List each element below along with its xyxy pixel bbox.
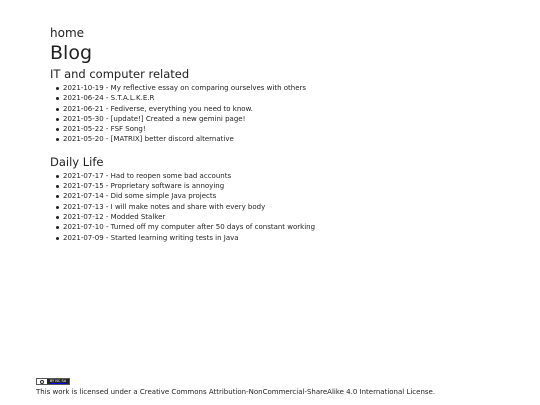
section-title-it: IT and computer related (50, 67, 190, 81)
list-item (56, 202, 510, 212)
section-title-daily-life: Daily Life (50, 154, 104, 169)
license-link[interactable]: Creative Commons Attribution-NonCommercial-ShareAlike 4.0 International License (139, 388, 433, 396)
bullet-icon (56, 138, 59, 141)
list-item (56, 233, 510, 243)
post-link[interactable]: 2021-07-14 - Did some simple Java projects (63, 192, 217, 201)
main-content (50, 26, 510, 243)
bullet-icon (56, 195, 59, 198)
list-item (56, 181, 510, 191)
post-list-daily-life (50, 171, 510, 243)
bullet-icon (56, 175, 59, 178)
list-item (56, 114, 510, 124)
bullet-icon (56, 206, 59, 209)
post-link[interactable]: 2021-06-24 - S.T.A.L.K.E.R (63, 94, 155, 103)
list-item (56, 171, 510, 181)
post-link[interactable]: 2021-05-22 - FSF Song! (63, 125, 146, 134)
cc-logo-icon (37, 379, 47, 384)
list-item (56, 104, 510, 114)
post-link[interactable]: 2021-07-12 - Modded Stalker (63, 212, 166, 221)
post-link[interactable]: 2021-05-30 - [update!] Created a new gemini page! (63, 114, 246, 123)
bullet-icon (56, 216, 59, 219)
page-title: Blog (50, 42, 92, 64)
post-link[interactable]: 2021-07-13 - I will make notes and share with every body (63, 202, 266, 211)
cc-license-badge-icon[interactable] (36, 378, 70, 385)
post-link[interactable]: 2021-06-21 - Fediverse, everything you need to know. (63, 104, 253, 113)
list-item (56, 222, 510, 232)
post-link[interactable]: 2021-07-15 - Proprietary software is annoying (63, 182, 225, 191)
post-list-it (50, 83, 510, 145)
bullet-icon (56, 226, 59, 229)
home-link[interactable]: home (50, 26, 85, 40)
list-item (56, 134, 510, 144)
bullet-icon (56, 87, 59, 90)
list-item (56, 124, 510, 134)
post-link[interactable]: 2021-07-10 - Turned off my computer after 50 days of constant working (63, 223, 316, 232)
list-item (56, 83, 510, 93)
list-item (56, 93, 510, 103)
cc-badge-label: BY NC SA (47, 379, 69, 384)
post-link[interactable]: 2021-07-17 - Had to reopen some bad accounts (63, 171, 232, 180)
bullet-icon (56, 118, 59, 121)
license-notice: This work is licensed under a Creative Commons Attribution-NonCommercial-ShareAlike 4.0 International License. (36, 388, 436, 396)
list-item (56, 212, 510, 222)
post-link[interactable]: 2021-05-20 - [MATRIX] better discord alternative (63, 135, 234, 144)
bullet-icon (56, 237, 59, 240)
footer (36, 378, 516, 397)
post-link[interactable]: 2021-07-09 - Started learning writing tests in Java (63, 233, 239, 242)
bullet-icon (56, 97, 59, 100)
post-link[interactable]: 2021-10-19 - My reflective essay on comparing ourselves with others (63, 84, 307, 92)
list-item (56, 191, 510, 201)
bullet-icon (56, 108, 59, 111)
bullet-icon (56, 185, 59, 188)
bullet-icon (56, 128, 59, 131)
